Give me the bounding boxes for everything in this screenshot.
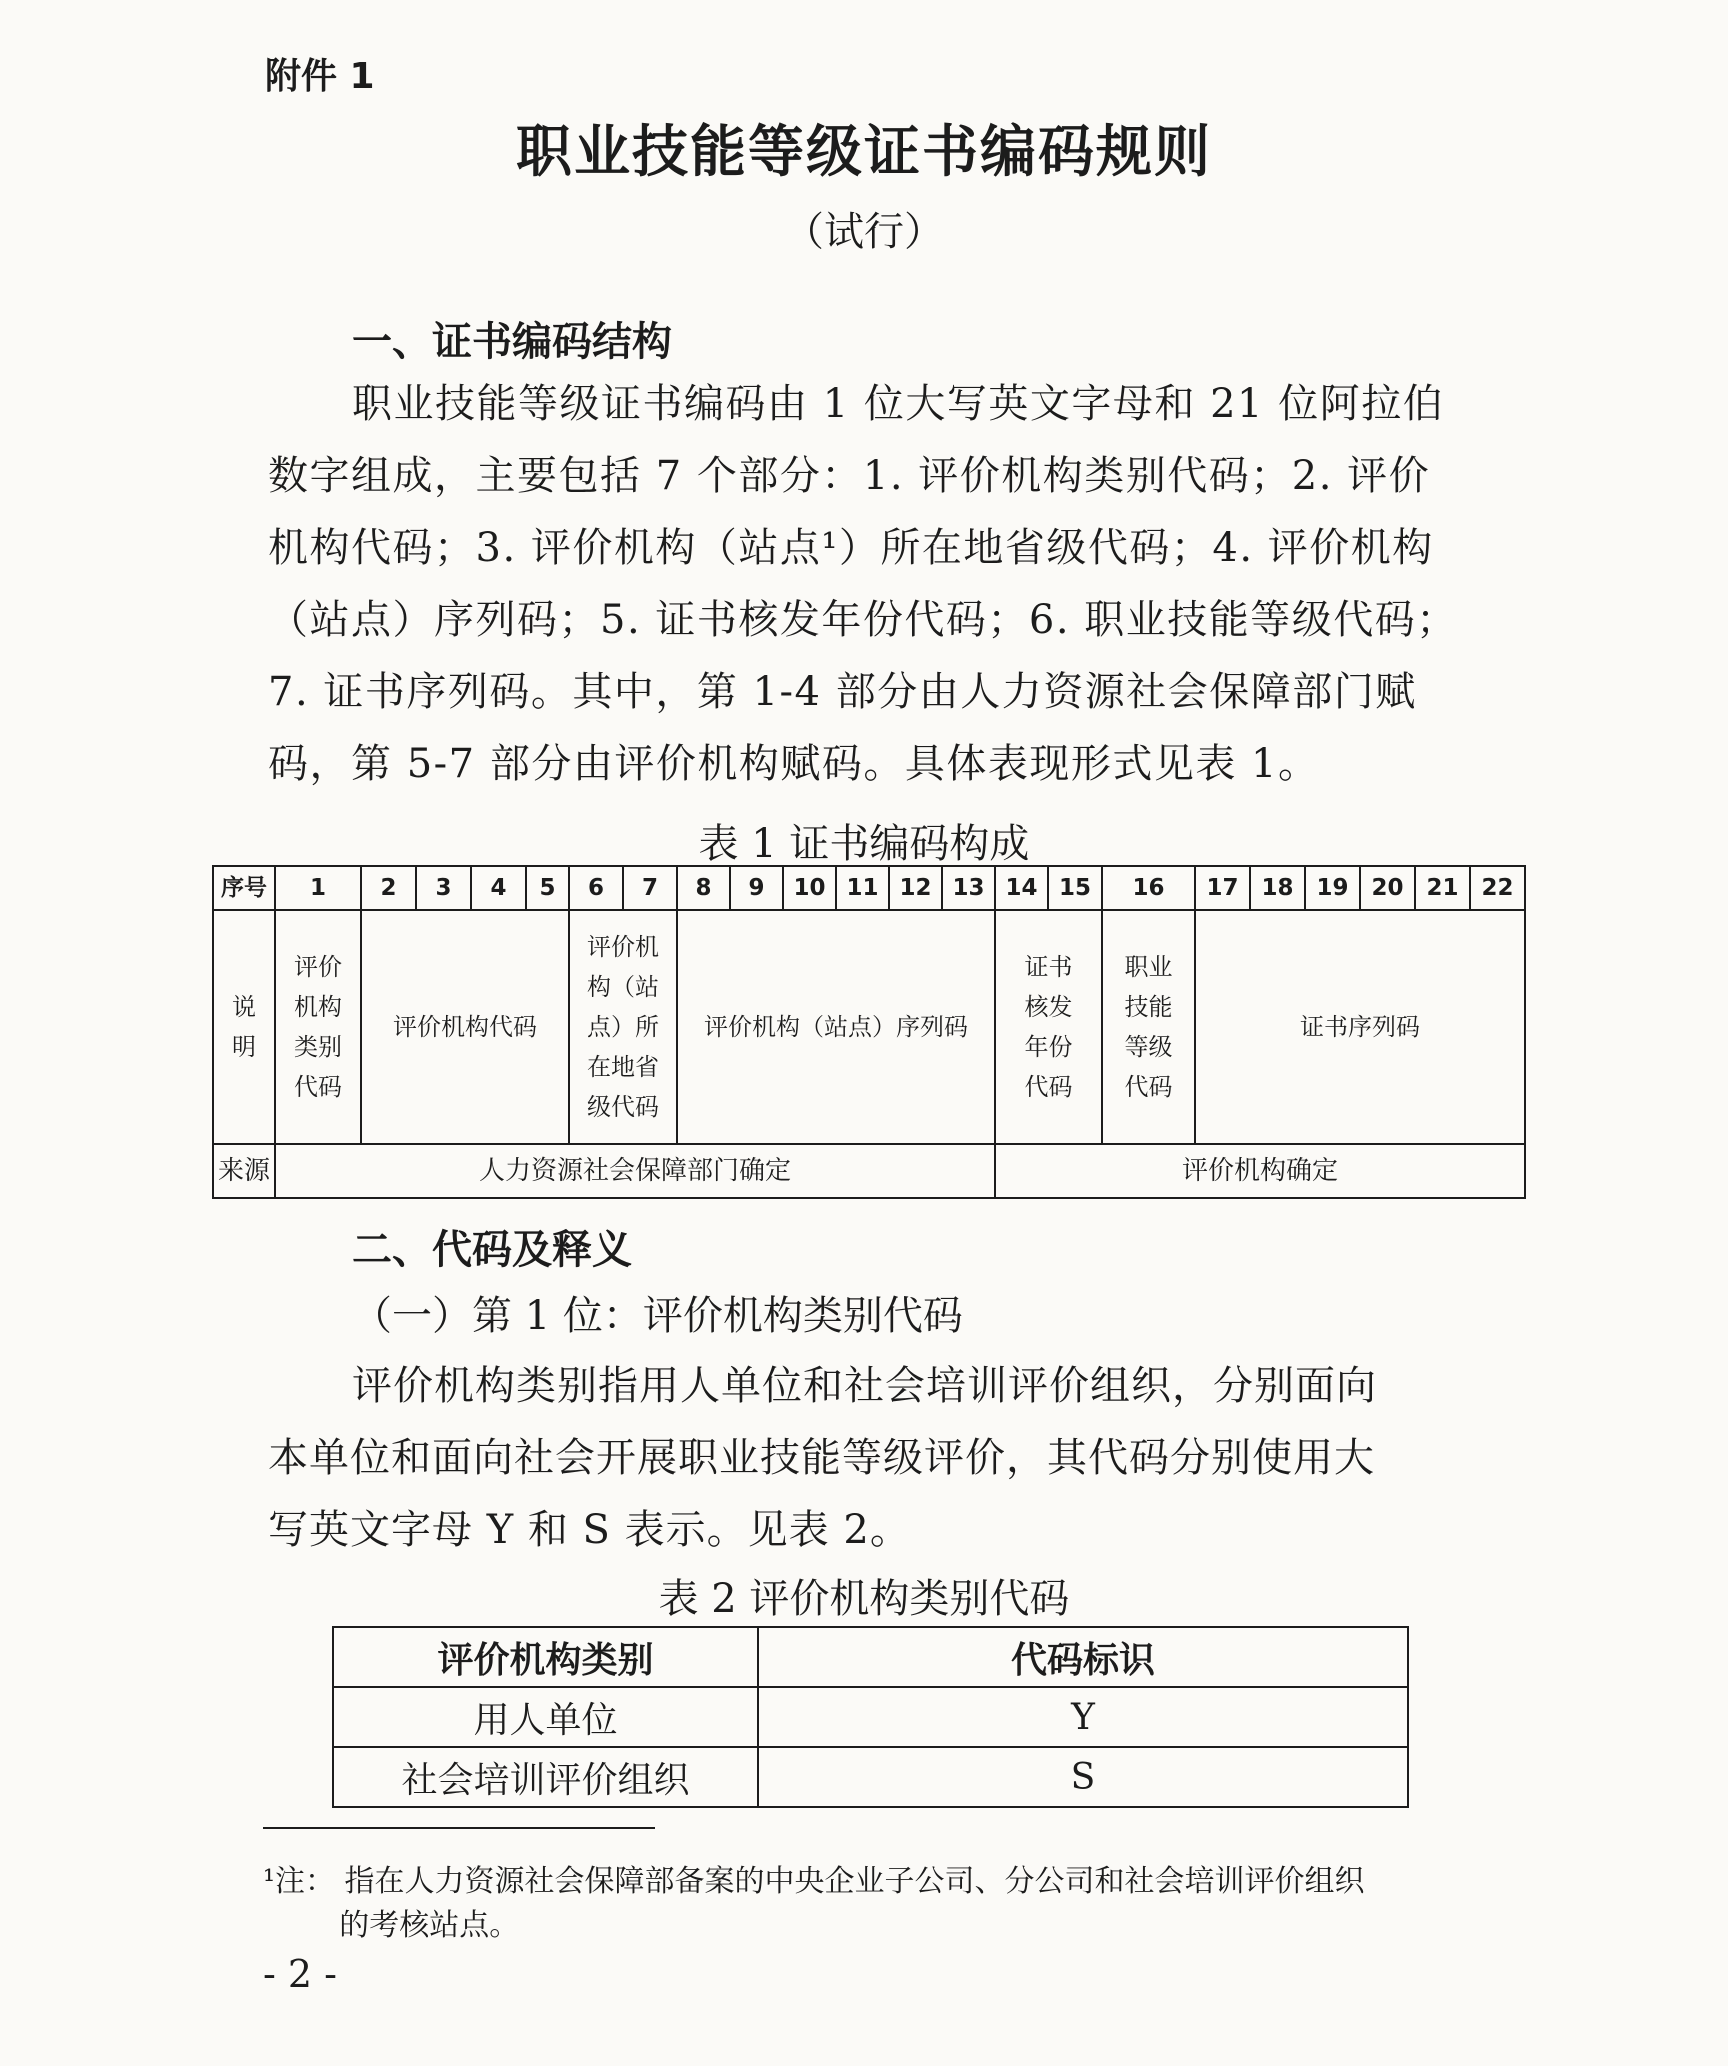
position-cell: 9 (730, 866, 783, 910)
group-line: 等级 (1124, 1033, 1173, 1061)
position-cell: 8 (677, 866, 730, 910)
table-cell: S (758, 1747, 1408, 1807)
column-header: 评价机构类别 (333, 1627, 758, 1687)
group-issue-year (995, 910, 1102, 1144)
position-cell: 20 (1360, 866, 1415, 910)
footnote-rule (263, 1827, 655, 1829)
paragraph-line: 写英文字母 Y 和 S 表示。见表 2。 (268, 1507, 911, 1553)
attachment-label: 附件 1 (265, 56, 375, 97)
paragraph-line: 本单位和面向社会开展职业技能等级评价，其代码分别使用大 (268, 1435, 1375, 1481)
position-cell: 18 (1250, 866, 1305, 910)
table-2-caption: 表 2 评价机构类别代码 (658, 1576, 1070, 1622)
page-number: - 2 - (263, 1952, 338, 1996)
paragraph-line: 7. 证书序列码。其中，第 1-4 部分由人力资源社会保障部门赋 (268, 669, 1417, 715)
group-line: 证书 (1024, 953, 1073, 981)
position-cell: 6 (569, 866, 623, 910)
table-row (333, 1687, 1408, 1747)
footnote (263, 1860, 1365, 1948)
table-cell: 用人单位 (333, 1687, 758, 1747)
section-2-paragraph (268, 1350, 1468, 1566)
row-label-source: 来源 (213, 1144, 275, 1198)
paragraph-line: 评价机构类别指用人单位和社会培训评价组织，分别面向 (352, 1363, 1377, 1409)
position-cell: 2 (361, 866, 416, 910)
position-cell: 11 (836, 866, 889, 910)
paragraph-line: （站点）序列码；5. 证书核发年份代码；6. 职业技能等级代码； (268, 597, 1458, 643)
table-cell: 社会培训评价组织 (333, 1747, 758, 1807)
column-header: 代码标识 (758, 1627, 1408, 1687)
table-row (333, 1747, 1408, 1807)
position-cell: 15 (1048, 866, 1102, 910)
table-header-row (333, 1627, 1408, 1687)
table-cell: Y (758, 1687, 1408, 1747)
group-line: 证书序列码 (1300, 1013, 1420, 1041)
position-cell: 16 (1102, 866, 1195, 910)
position-cell: 19 (1305, 866, 1360, 910)
group-line: 核发 (1024, 993, 1073, 1021)
position-cell: 10 (783, 866, 836, 910)
group-institution-type (275, 910, 361, 1144)
table-row (213, 910, 1525, 1144)
code-structure-table (212, 865, 1526, 1199)
group-line: 代码 (1124, 1073, 1173, 1101)
group-line: 代码 (294, 1073, 342, 1101)
table-1-caption: 表 1 证书编码构成 (698, 821, 1030, 867)
institution-type-table (332, 1626, 1409, 1808)
paragraph-line: 职业技能等级证书编码由 1 位大写英文字母和 21 位阿拉伯 (352, 381, 1445, 427)
position-cell: 17 (1195, 866, 1250, 910)
row-label-desc (213, 910, 275, 1144)
group-line: 职业 (1124, 953, 1173, 981)
footnote-line: 的考核站点。 (263, 1908, 520, 1943)
group-site-serial (677, 910, 995, 1144)
row-label-desc-text: 说明 (231, 993, 256, 1061)
position-cell: 3 (416, 866, 471, 910)
group-line: 评价机构（站点）序列码 (704, 1013, 968, 1041)
footnote-line: ¹注： 指在人力资源社会保障部备案的中央企业子公司、分公司和社会培训评价组织 (263, 1864, 1365, 1899)
section-heading-2: 二、代码及释义 (352, 1227, 632, 1273)
group-line: 年份 (1024, 1033, 1073, 1061)
position-cell: 22 (1470, 866, 1525, 910)
group-line: 在地省 (587, 1053, 659, 1081)
position-cell: 7 (623, 866, 677, 910)
group-line: 评价机 (587, 933, 659, 961)
source-hrss: 人力资源社会保障部门确定 (275, 1144, 995, 1198)
row-label-number: 序号 (213, 866, 275, 910)
paragraph-line: 数字组成，主要包括 7 个部分：1. 评价机构类别代码；2. 评价 (268, 453, 1431, 499)
section-subheading: （一）第 1 位：评价机构类别代码 (352, 1293, 963, 1339)
table-row (213, 1144, 1525, 1198)
source-institution: 评价机构确定 (995, 1144, 1525, 1198)
group-line: 机构 (294, 993, 342, 1021)
group-line: 构（站 (587, 973, 659, 1001)
section-1-paragraph (268, 368, 1468, 800)
position-cell: 21 (1415, 866, 1470, 910)
position-cell: 14 (995, 866, 1048, 910)
group-line: 评价 (294, 953, 342, 981)
document-title: 职业技能等级证书编码规则 (516, 120, 1212, 185)
position-cell: 5 (526, 866, 569, 910)
paragraph-line: 机构代码；3. 评价机构（站点¹）所在地省级代码；4. 评价机构 (268, 525, 1434, 571)
group-institution-code (361, 910, 569, 1144)
position-cell: 13 (942, 866, 995, 910)
position-cell: 12 (889, 866, 942, 910)
document-subtitle: （试行） (784, 209, 944, 255)
group-line: 评价机构代码 (393, 1013, 537, 1041)
group-cert-serial (1195, 910, 1525, 1144)
group-line: 级代码 (587, 1093, 659, 1121)
section-heading-1: 一、证书编码结构 (352, 319, 672, 365)
group-line: 点）所 (587, 1013, 659, 1041)
position-cell: 1 (275, 866, 361, 910)
group-skill-level (1102, 910, 1195, 1144)
paragraph-line: 码，第 5-7 部分由评价机构赋码。具体表现形式见表 1。 (268, 741, 1320, 787)
group-line: 技能 (1124, 993, 1173, 1021)
group-line: 代码 (1024, 1073, 1073, 1101)
group-line: 类别 (294, 1033, 342, 1061)
table-row (213, 866, 1525, 910)
group-province-code (569, 910, 677, 1144)
position-cell: 4 (471, 866, 526, 910)
